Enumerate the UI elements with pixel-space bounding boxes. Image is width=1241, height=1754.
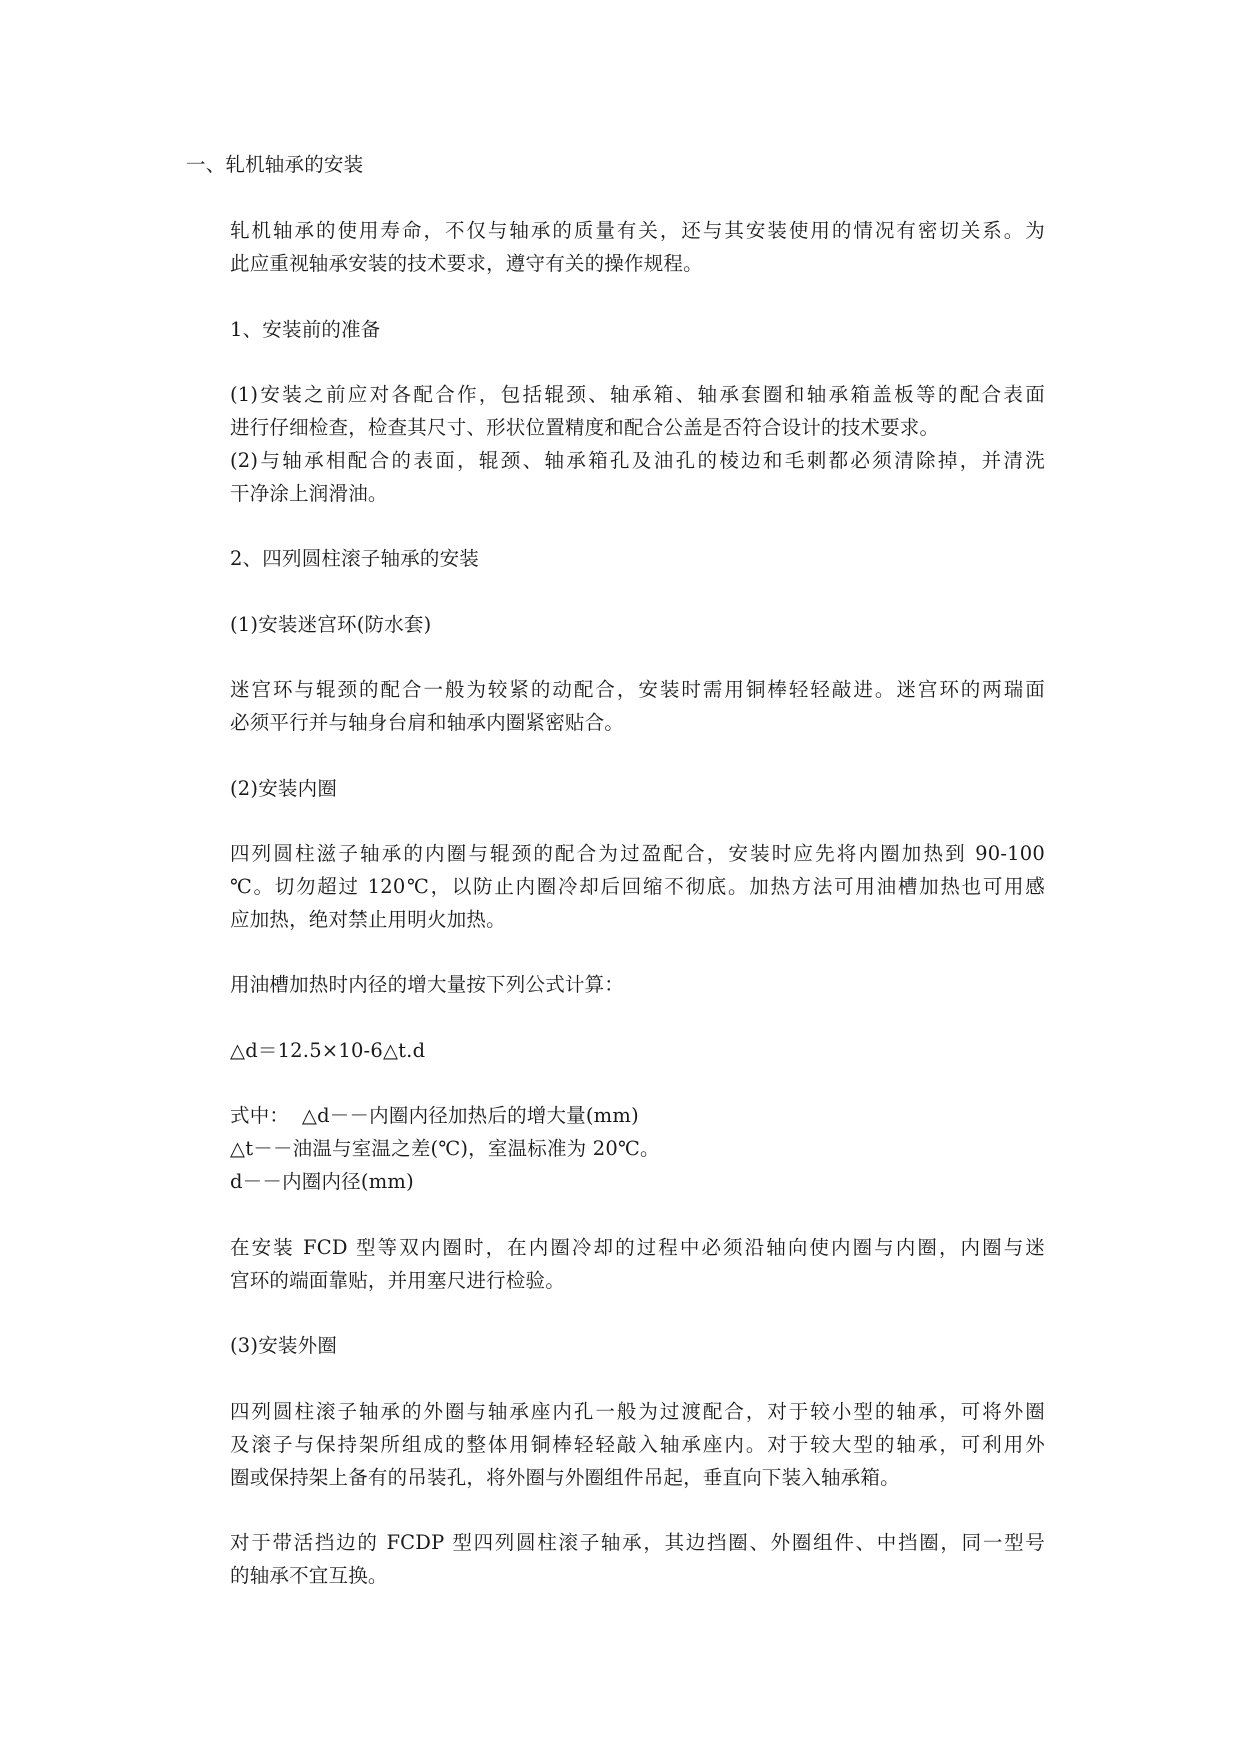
formula-intro: 用油槽加热时内径的增大量按下列公式计算： (230, 973, 625, 996)
step-3-title: (3)安装外圈 (230, 1334, 338, 1357)
step-1-text-line-2: 必须平行并与轴身台肩和轴承内圈紧密贴合。 (230, 711, 625, 734)
formula-legend-line-1: 式中： △d－－内圈内径加热后的增大量(mm) (230, 1104, 639, 1127)
subsection-title-1: 1、安装前的准备 (230, 318, 381, 341)
step-3-text-line-1: 四列圆柱滚子轴承的外圈与轴承座内孔一般为过渡配合，对于较小型的轴承，可将外圈 (230, 1400, 1045, 1423)
fcd-text-line-2: 宫环的端面靠贴，并用塞尺进行检验。 (230, 1269, 565, 1292)
prep-item-1-line-1: (1)安装之前应对各配合作，包括辊颈、轴承箱、轴承套圈和轴承箱盖板等的配合表面 (230, 383, 1045, 406)
prep-item-2-line-1: (2)与轴承相配合的表面，辊颈、轴承箱孔及油孔的棱边和毛刺都必须清除掉，并清洗 (230, 449, 1045, 472)
fcdp-text-line-1: 对于带活挡边的 FCDP 型四列圆柱滚子轴承，其边挡圈、外圈组件、中挡圈，同一型号 (230, 1531, 1045, 1554)
step-2-text-line-2: ℃。切勿超过 120℃，以防止内圈冷却后回缩不彻底。加热方法可用油槽加热也可用感 (230, 875, 1045, 898)
formula-legend-line-3: d－－内圈内径(mm) (230, 1170, 414, 1193)
intro-line-2: 此应重视轴承安装的技术要求，遵守有关的操作规程。 (230, 252, 703, 275)
step-3-text-line-2: 及滚子与保持架所组成的整体用铜棒轻轻敲入轴承座内。对于较大型的轴承，可利用外 (230, 1433, 1045, 1456)
step-3-text-line-3: 圈或保持架上备有的吊装孔，将外圈与外圈组件吊起，垂直向下装入轴承箱。 (230, 1466, 900, 1489)
prep-item-2-line-2: 干净涂上润滑油。 (230, 482, 388, 505)
subsection-title-2: 2、四列圆柱滚子轴承的安装 (230, 547, 480, 570)
section-title: 一、轧机轴承的安装 (186, 153, 364, 176)
step-1-text-line-1: 迷宫环与辊颈的配合一般为较紧的动配合，安装时需用铜棒轻轻敲进。迷宫环的两瑞面 (230, 678, 1045, 701)
formula-legend-line-2: △t－－油温与室温之差(℃)，室温标准为 20℃。 (230, 1137, 660, 1160)
prep-item-1-line-2: 进行仔细检查，检查其尺寸、形状位置精度和配合公盖是否符合设计的技术要求。 (230, 416, 940, 439)
step-2-text-line-1: 四列圆柱滋子轴承的内圈与辊颈的配合为过盈配合，安装时应先将内圈加热到 90-100 (230, 842, 1045, 865)
step-2-text-line-3: 应加热，绝对禁止用明火加热。 (230, 908, 506, 931)
fcd-text-line-1: 在安装 FCD 型等双内圈时，在内圈冷却的过程中必须沿轴向使内圈与内圈，内圈与迷 (230, 1236, 1045, 1259)
intro-line-1: 轧机轴承的使用寿命，不仅与轴承的质量有关，还与其安装使用的情况有密切关系。为 (230, 219, 1045, 242)
step-1-title: (1)安装迷宫环(防水套) (230, 613, 432, 636)
formula: △d＝12.5×10-6△t.d (230, 1039, 426, 1062)
fcdp-text-line-2: 的轴承不宜互换。 (230, 1564, 388, 1587)
step-2-title: (2)安装内圈 (230, 777, 338, 800)
